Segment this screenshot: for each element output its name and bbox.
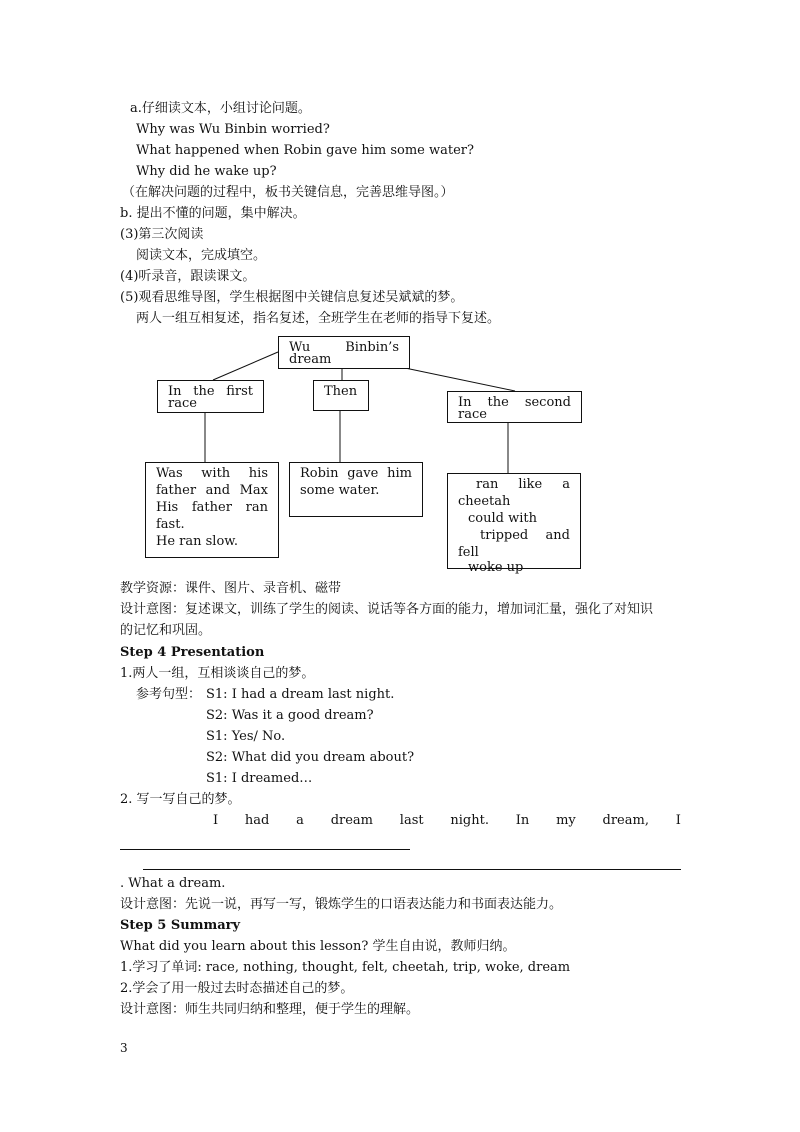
resources: 教学资源：课件、图片、录音机、磁带 bbox=[120, 581, 342, 596]
mindmap-root: Wu Binbin’s dream bbox=[278, 336, 410, 369]
question-2: What happened when Robin gave him some water? bbox=[136, 143, 474, 158]
third-reading-desc: 阅读文本，完成填空。 bbox=[136, 248, 267, 263]
listen-item: (4)听录音，跟读课文。 bbox=[120, 269, 256, 284]
mindmap-leaf-second: ran like a cheetah could with tripped and fell woke up bbox=[447, 473, 581, 569]
page-number: 3 bbox=[120, 1041, 128, 1055]
dialog-line: S1: I had a dream last night. bbox=[206, 687, 395, 702]
writing-prompt: I had a dream last night. In my dream, I bbox=[213, 813, 681, 828]
mindmap-leaf-then: Robin gave him some water. bbox=[289, 462, 423, 517]
step-4-intent: 设计意图：先说一说，再写一写，锻炼学生的口语表达能力和书面表达能力。 bbox=[120, 897, 563, 912]
step-5-question: What did you learn about this lesson? 学生自由说，教师归纳。 bbox=[120, 939, 516, 954]
mindmap-then: Then bbox=[313, 380, 369, 411]
intent-1-line-1: 设计意图：复述课文，训练了学生的阅读、说话等各方面的能力，增加词汇量，强化了对知识 bbox=[120, 602, 654, 617]
connector-root-first bbox=[213, 352, 278, 380]
step-5-intent: 设计意图：师生共同归纳和整理，便于学生的理解。 bbox=[120, 1002, 420, 1017]
connector-root-second bbox=[405, 368, 515, 391]
dialog-line: S2: What did you dream about? bbox=[206, 750, 415, 765]
mindmap-leaf-first: Was with his father and Max His father ran fast. He ran slow. bbox=[145, 462, 279, 558]
step-5-title: Step 5 Summary bbox=[120, 918, 241, 933]
dialog-line: S1: I dreamed… bbox=[206, 771, 313, 786]
mindmap-first-race: In the first race bbox=[157, 380, 264, 413]
mindmap-item: (5)观看思维导图，学生根据图中关键信息复述吴斌斌的梦。 bbox=[120, 290, 464, 305]
question-3: Why did he wake up? bbox=[136, 164, 277, 179]
step-4-item-2: 2. 写一写自己的梦。 bbox=[120, 792, 241, 807]
mindmap-item-desc: 两人一组互相复述，指名复述，全班学生在老师的指导下复述。 bbox=[136, 311, 501, 326]
dialog-line: S1: Yes/ No. bbox=[206, 729, 286, 744]
section-b: b. 提出不懂的问题，集中解决。 bbox=[120, 206, 306, 221]
writing-blank-line-1 bbox=[120, 849, 410, 850]
dialog-line: S2: Was it a good dream? bbox=[206, 708, 374, 723]
reference-label: 参考句型： bbox=[136, 687, 202, 702]
step-5-point-2: 2.学会了用一般过去时态描述自己的梦。 bbox=[120, 981, 354, 996]
writing-blank-line-2 bbox=[143, 869, 681, 870]
writing-end: . What a dream. bbox=[120, 876, 226, 891]
question-1: Why was Wu Binbin worried? bbox=[136, 122, 330, 137]
section-a-title: a.仔细读文本，小组讨论问题。 bbox=[130, 101, 311, 116]
step-4-item-1: 1.两人一组，互相谈谈自己的梦。 bbox=[120, 666, 315, 681]
step-4-title: Step 4 Presentation bbox=[120, 645, 265, 660]
section-a-note: （在解决问题的过程中，板书关键信息，完善思维导图。） bbox=[122, 185, 454, 200]
step-5-point-1: 1.学习了单词: race, nothing, thought, felt, cheetah, trip, woke, dream bbox=[120, 960, 571, 975]
intent-1-line-2: 的记忆和巩固。 bbox=[120, 623, 212, 638]
mindmap-second-race: In the second race bbox=[447, 391, 582, 423]
third-reading-title: (3)第三次阅读 bbox=[120, 227, 204, 242]
